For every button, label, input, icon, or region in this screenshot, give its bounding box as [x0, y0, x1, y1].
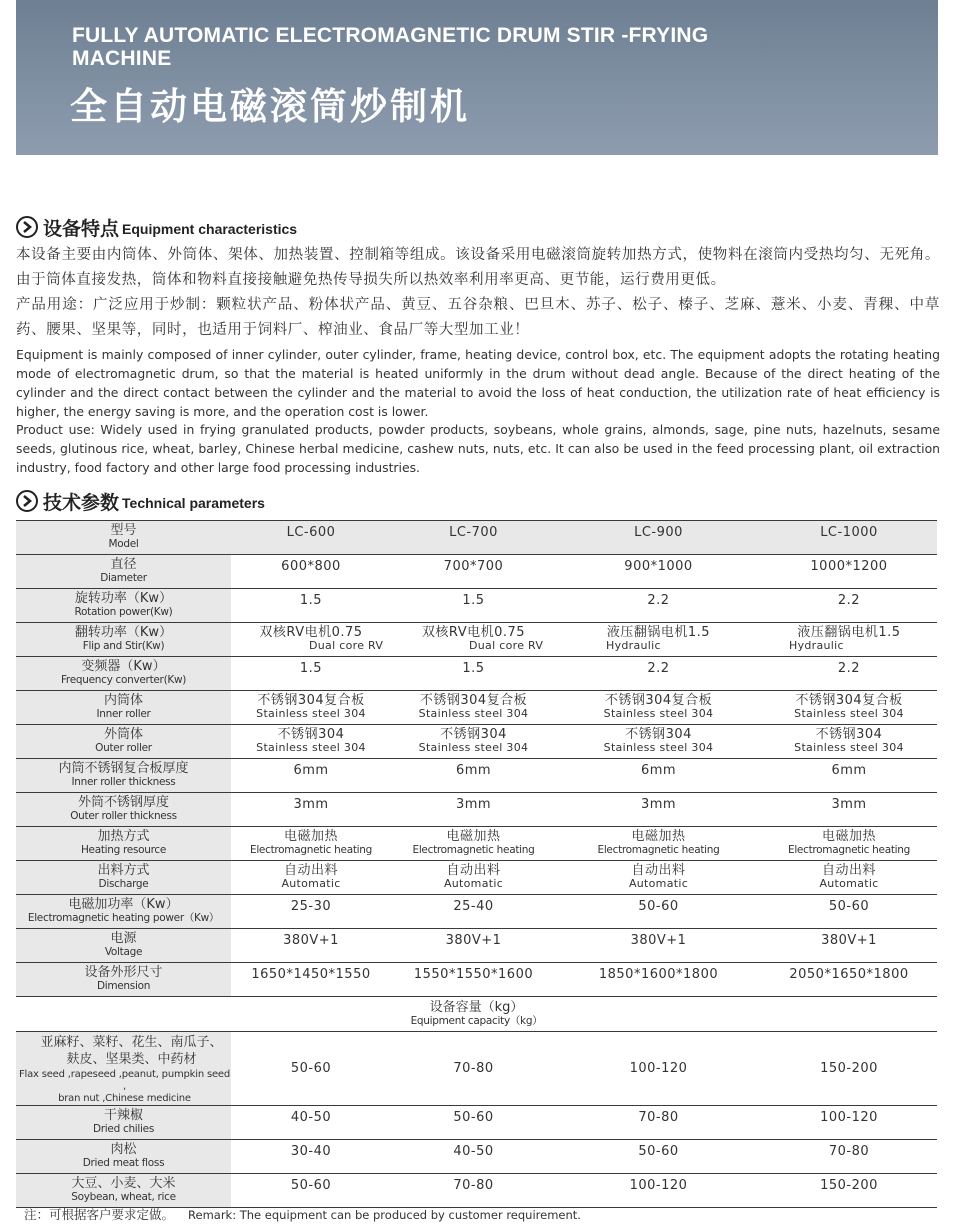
description-cn: 本设备主要由内筒体、外筒体、架体、加热装置、控制箱等组成。该设备采用电磁滚筒旋转加热方式，使物料在滚筒内受热均匀、无死角。由于筒体直接发热，筒体和物料直接接触避免热传导损失所以热效率利用率更高、更节能，运行费用更低。	[16, 247, 940, 288]
section-title-cn: 技术参数	[43, 491, 120, 514]
capacity-heading: 设备容量（kg） Equipment capacity（kg）	[16, 997, 937, 1032]
remark-en: Remark: The equipment can be produced by customer requirement.	[188, 1208, 581, 1222]
table-cell: 不锈钢304复合板 Stainless steel 304	[391, 691, 556, 725]
table-cell: 型号 Model	[16, 521, 231, 555]
section-heading-characteristics	[16, 214, 297, 240]
table-cell: 70-80	[761, 1140, 937, 1174]
usage-en: Product use: Widely used in frying granulated products, powder products, soybeans, whole grains, almonds, sage, pine nuts, hazelnuts, sesame seeds, glutinous rice, wheat, barley, Chinese herbal medicine, cashew nuts, nuts, etc. It can also be used in the feed processing plant, oil extraction industry, food factory and other large food processing industries.	[16, 422, 940, 475]
header-banner	[16, 0, 938, 155]
remark	[24, 1205, 581, 1223]
table-cell: 50-60	[556, 895, 761, 929]
section-title-cn: 设备特点	[43, 217, 120, 240]
table-cell: 电磁加热 Electromagnetic heating	[761, 827, 937, 861]
table-cell: 2.2	[761, 657, 937, 691]
table-row	[16, 1140, 937, 1174]
table-cell: 50-60	[231, 1032, 391, 1106]
table-cell: 1000*1200	[761, 555, 937, 589]
table-cell: 液压翻锅电机1.5 Hydraulic	[556, 623, 761, 657]
row-label: 内筒体 Inner roller	[16, 691, 231, 725]
row-label: 翻转功率（Kw） Flip and Stir(Kw)	[16, 623, 231, 657]
table-cell: 600*800	[231, 555, 391, 589]
table-cell: 30-40	[231, 1140, 391, 1174]
table-cell: 1.5	[231, 657, 391, 691]
table-row	[16, 827, 937, 861]
section-title-en: Technical parameters	[122, 494, 265, 511]
table-cell: 6mm	[391, 759, 556, 793]
table-row	[16, 691, 937, 725]
spec-table	[16, 520, 937, 1208]
table-cell: 自动出料 Automatic	[391, 861, 556, 895]
table-cell: 1.5	[231, 589, 391, 623]
table-cell: 2.2	[556, 657, 761, 691]
table-cell: 1650*1450*1550	[231, 963, 391, 997]
table-cell: 电磁加热 Electromagnetic heating	[391, 827, 556, 861]
row-label: 变频器（Kw） Frequency converter(Kw)	[16, 657, 231, 691]
table-cell: 自动出料 Automatic	[556, 861, 761, 895]
row-label: 大豆、小麦、大米 Soybean, wheat, rice	[16, 1174, 231, 1208]
row-label: 直径 Diameter	[16, 555, 231, 589]
row-label: 电磁加功率（Kw） Electromagnetic heating power（Kw）	[16, 895, 231, 929]
section-title-en: Equipment characteristics	[122, 220, 298, 237]
model-cell: LC-700	[391, 521, 556, 555]
table-cell: 700*700	[391, 555, 556, 589]
table-cell: 150-200	[761, 1032, 937, 1106]
table-cell: 液压翻锅电机1.5 Hydraulic	[761, 623, 937, 657]
table-cell: 40-50	[231, 1106, 391, 1140]
model-cell: LC-900	[556, 521, 761, 555]
row-label: 旋转功率（Kw） Rotation power(Kw)	[16, 589, 231, 623]
table-cell: 1550*1550*1600	[391, 963, 556, 997]
row-label: 加热方式 Heating resource	[16, 827, 231, 861]
table-cell: 40-50	[391, 1140, 556, 1174]
table-row	[16, 555, 937, 589]
row-label: 设备外形尺寸 Dimension	[16, 963, 231, 997]
table-cell: 电磁加热 Electromagnetic heating	[231, 827, 391, 861]
table-cell: 3mm	[231, 793, 391, 827]
table-cell: 100-120	[761, 1106, 937, 1140]
table-cell: 1850*1600*1800	[556, 963, 761, 997]
table-cell: 50-60	[231, 1174, 391, 1208]
title-en: FULLY AUTOMATIC ELECTROMAGNETIC DRUM STIR -FRYING MACHINE	[72, 24, 709, 70]
table-row	[16, 623, 937, 657]
row-label: 电源 Voltage	[16, 929, 231, 963]
table-cell: 电磁加热 Electromagnetic heating	[556, 827, 761, 861]
table-cell: 380V+1	[556, 929, 761, 963]
chevron-right-icon	[16, 216, 38, 238]
description-en: Equipment is mainly composed of inner cylinder, outer cylinder, frame, heating device, control box, etc. The equipment adopts the rotating heating mode of electromagnetic drum, so that the material is heated uniformly in the drum without dead angle. Because of the direct heating of the cylinder and the direct contact between the cylinder and the material to avoid the loss of heat conduction, the utilization rate of heat efficiency is higher, the energy saving is more, and the operation cost is lower.	[16, 347, 940, 419]
table-row	[16, 1032, 937, 1106]
table-cell: 50-60	[761, 895, 937, 929]
table-cell: 25-30	[231, 895, 391, 929]
table-cell: 70-80	[391, 1174, 556, 1208]
capacity-heading-row	[16, 997, 937, 1032]
row-label: 外筒不锈钢厚度 Outer roller thickness	[16, 793, 231, 827]
table-cell: 50-60	[391, 1106, 556, 1140]
usage-cn: 产品用途：广泛应用于炒制：颗粒状产品、粉体状产品、黄豆、五谷杂粮、巴旦木、苏子、松子、榛子、芝麻、薏米、小麦、青稞、中草药、腰果、坚果等，同时，也适用于饲料厂、榨油业、食品厂等大型加工业！	[16, 297, 940, 338]
table-cell: 不锈钢304复合板 Stainless steel 304	[231, 691, 391, 725]
table-cell: 不锈钢304 Stainless steel 304	[556, 725, 761, 759]
table-cell: 3mm	[761, 793, 937, 827]
table-row	[16, 793, 937, 827]
table-cell: 双核RV电机0.75 Dual core RV	[391, 623, 556, 657]
section-heading-parameters	[16, 488, 265, 514]
model-cell: LC-600	[231, 521, 391, 555]
table-cell: 不锈钢304复合板 Stainless steel 304	[556, 691, 761, 725]
row-label: 内筒不锈钢复合板厚度 Inner roller thickness	[16, 759, 231, 793]
row-label: 肉松 Dried meat floss	[16, 1140, 231, 1174]
table-cell: 70-80	[391, 1032, 556, 1106]
table-cell: 不锈钢304复合板 Stainless steel 304	[761, 691, 937, 725]
table-row	[16, 929, 937, 963]
chevron-right-icon	[16, 490, 38, 512]
table-cell: 50-60	[556, 1140, 761, 1174]
table-cell: 6mm	[761, 759, 937, 793]
table-cell: 自动出料 Automatic	[761, 861, 937, 895]
table-cell: 100-120	[556, 1032, 761, 1106]
title-cn: 全自动电磁滚筒炒制机	[70, 85, 470, 128]
table-cell: 3mm	[391, 793, 556, 827]
table-row	[16, 725, 937, 759]
table-row	[16, 1174, 937, 1208]
table-row	[16, 657, 937, 691]
table-row	[16, 759, 937, 793]
table-cell: 2050*1650*1800	[761, 963, 937, 997]
remark-cn: 注：可根据客户要求定做。	[24, 1207, 175, 1222]
row-label: 亚麻籽、菜籽、花生、南瓜子、 麸皮、坚果类、中药材 Flax seed ,rapeseed ,peanut, pumpkin seed , bran nut ,Chinese medicine	[16, 1032, 231, 1106]
row-label: 干辣椒 Dried chilies	[16, 1106, 231, 1140]
table-cell: 2.2	[761, 589, 937, 623]
table-cell: 380V+1	[231, 929, 391, 963]
table-cell: 不锈钢304 Stainless steel 304	[761, 725, 937, 759]
table-cell: 1.5	[391, 657, 556, 691]
table-cell: 1.5	[391, 589, 556, 623]
row-label: 出料方式 Discharge	[16, 861, 231, 895]
table-cell: 2.2	[556, 589, 761, 623]
table-cell: 150-200	[761, 1174, 937, 1208]
table-row	[16, 895, 937, 929]
table-cell: 6mm	[231, 759, 391, 793]
table-cell: 不锈钢304 Stainless steel 304	[391, 725, 556, 759]
table-cell: 双核RV电机0.75 Dual core RV	[231, 623, 391, 657]
table-cell: 380V+1	[391, 929, 556, 963]
table-cell: 100-120	[556, 1174, 761, 1208]
table-cell: 不锈钢304 Stainless steel 304	[231, 725, 391, 759]
table-header-row	[16, 521, 937, 555]
table-row	[16, 963, 937, 997]
table-row	[16, 1106, 937, 1140]
table-row	[16, 589, 937, 623]
model-cell: LC-1000	[761, 521, 937, 555]
table-cell: 380V+1	[761, 929, 937, 963]
table-cell: 25-40	[391, 895, 556, 929]
table-cell: 3mm	[556, 793, 761, 827]
table-cell: 6mm	[556, 759, 761, 793]
table-cell: 900*1000	[556, 555, 761, 589]
table-row	[16, 861, 937, 895]
table-cell: 自动出料 Automatic	[231, 861, 391, 895]
row-label: 外筒体 Outer roller	[16, 725, 231, 759]
table-cell: 70-80	[556, 1106, 761, 1140]
